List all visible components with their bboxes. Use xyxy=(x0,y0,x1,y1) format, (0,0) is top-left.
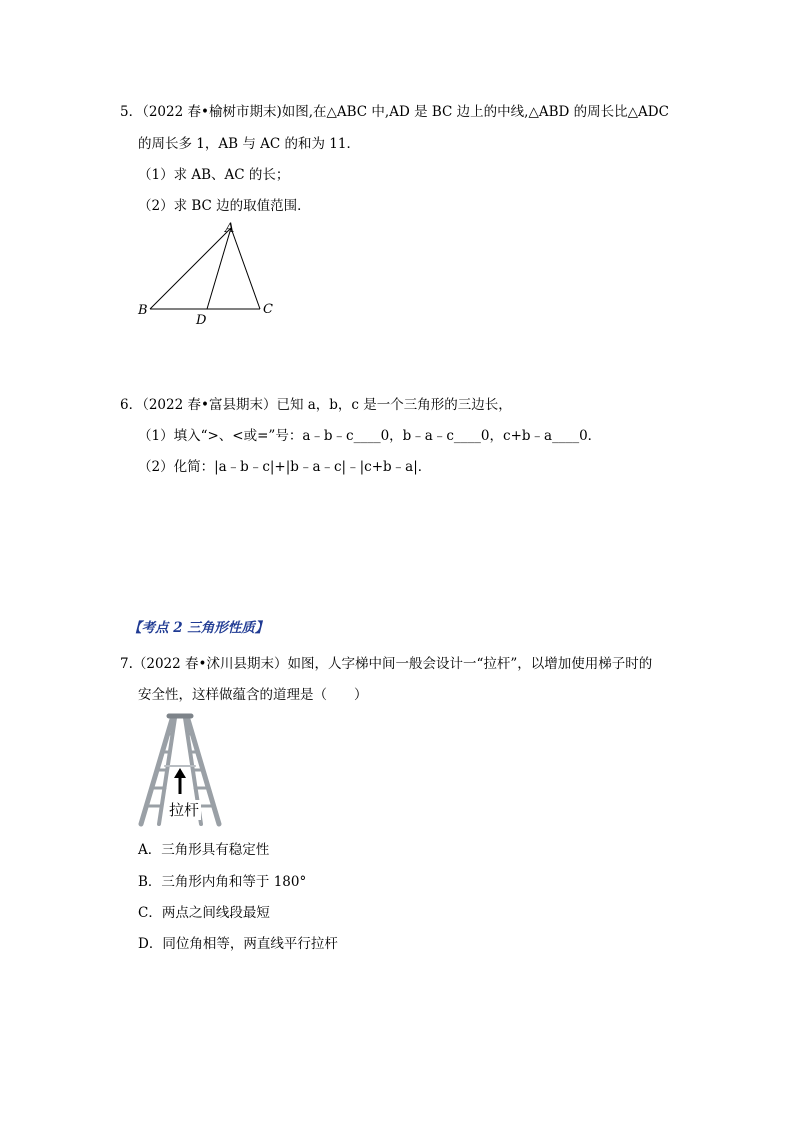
arrow-up-icon xyxy=(174,768,186,794)
q6-part1: （1）填入“>、<或=”号：a﹣b﹣c____0，b﹣a﹣c____0，c+b﹣a____0． xyxy=(138,428,602,444)
label-d: D xyxy=(196,313,207,326)
q5-part1: （1）求 AB、AC 的长； xyxy=(138,167,290,183)
label-a: A xyxy=(225,221,235,236)
triangle-figure xyxy=(130,216,290,326)
q6-part2: （2）化简：|a﹣b﹣c|+|b﹣a﹣c|﹣|c+b﹣a|． xyxy=(138,459,432,475)
option-c: C．两点之间线段最短 xyxy=(138,905,270,921)
label-c: C xyxy=(263,302,273,317)
section-title: 【考点 2 三角形性质】 xyxy=(128,620,269,636)
ladder-label: 拉杆 xyxy=(169,801,200,819)
q5-stem-line2: 的周长多 1，AB 与 AC 的和为 11． xyxy=(138,136,360,152)
q6-stem: 6．（2022 春•富县期末）已知 a，b，c 是一个三角形的三边长， xyxy=(120,397,512,413)
q7-stem-line2: 安全性，这样做蕴含的道理是（ ） xyxy=(138,687,368,703)
q5-stem-line1: 5．（2022 春•榆树市期末)如图,在△ABC 中,AD 是 BC 边上的中线,△ABD 的周长比△ADC xyxy=(120,104,669,120)
option-d: D．同位角相等，两直线平行拉杆 xyxy=(138,936,338,952)
q5-part2: （2）求 BC 边的取值范围． xyxy=(138,198,311,214)
segment-ac xyxy=(231,228,260,309)
option-b: B．三角形内角和等于 180° xyxy=(138,874,307,890)
label-b: B xyxy=(138,303,148,318)
q7-stem-line1: 7.（2022 春•沭川县期末）如图，人字梯中间一般会设计一“拉杆”，以增加使用梯子时的 xyxy=(120,656,653,672)
option-a: A．三角形具有稳定性 xyxy=(138,842,270,858)
